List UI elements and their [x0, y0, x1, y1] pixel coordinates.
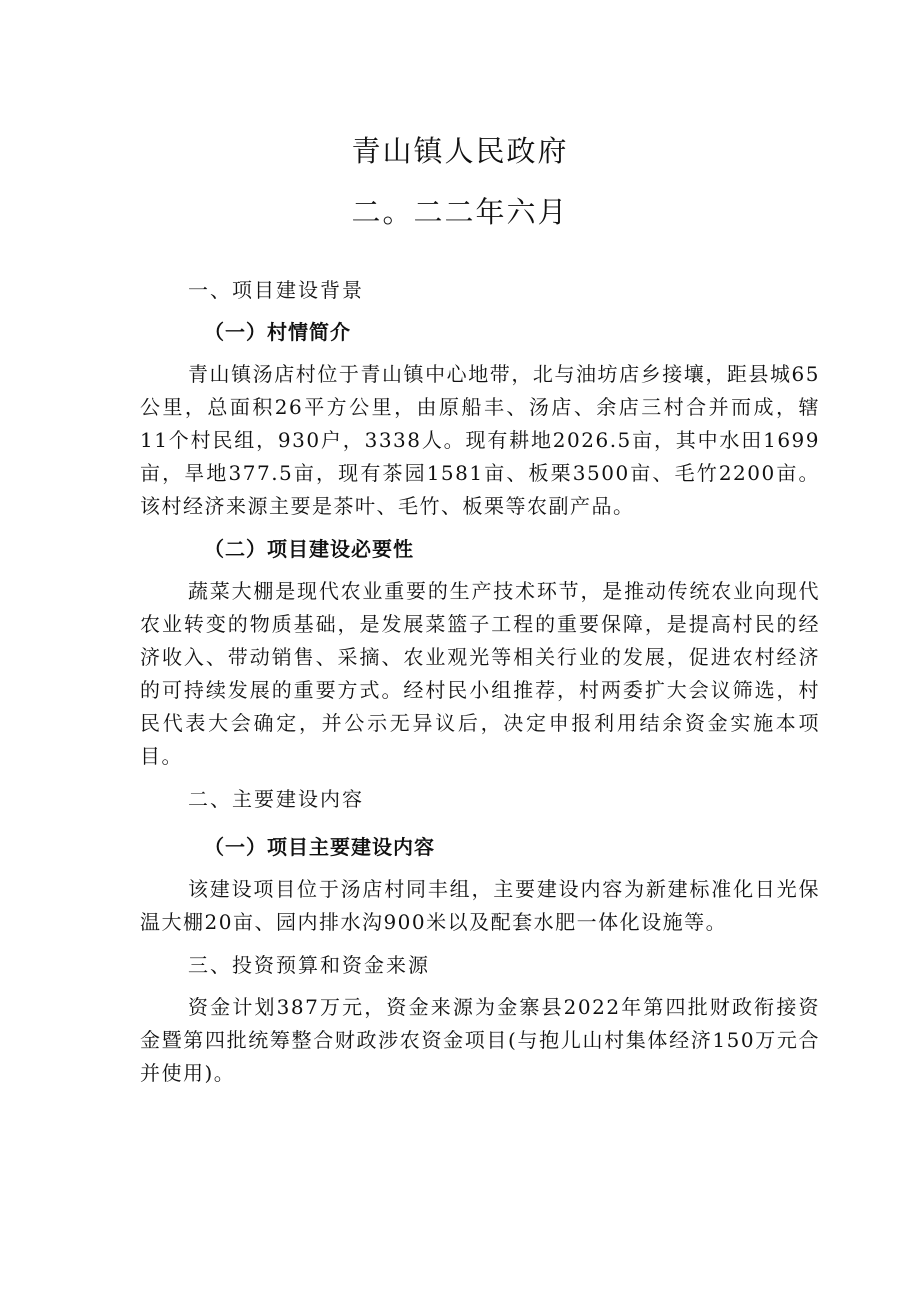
- paragraph-necessity: 蔬菜大棚是现代农业重要的生产技术环节，是推动传统农业向现代农业转变的物质基础，是发展菜篮子工程的重要保障，是提高村民的经济收入、带动销售、采摘、农业观光等相关行业的发展，促进农村经济的可持续发展的重要方式。经村民小组推荐，村两委扩大会议筛选，村民代表大会确定，并公示无异议后，决定申报利用结余资金实施本项目。: [140, 579, 820, 768]
- section-heading-background: 一、项目建设背景: [188, 278, 364, 302]
- subsection-heading-necessity: （二）项目建设必要性: [204, 537, 414, 561]
- subsection-heading-village-profile: （一）村情简介: [204, 320, 351, 344]
- document-body: [140, 274, 820, 1090]
- paragraph-construction-content: 该建设项目位于汤店村同丰组，主要建设内容为新建标准化日光保温大棚20亩、园内排水沟900米以及配套水肥一体化设施等。: [140, 877, 820, 934]
- section-heading-investment: 三、投资预算和资金来源: [188, 953, 430, 977]
- subsection-heading-construction-content: （一）项目主要建设内容: [204, 835, 435, 859]
- paragraph-village-profile: 青山镇汤店村位于青山镇中心地带，北与油坊店乡接壤，距县城65公里，总面积26平方公里，由原船丰、汤店、余店三村合并而成，辖11个村民组，930户，3338人。现有耕地2026.5亩，其中水田1699亩，旱地377.5亩，现有茶园1581亩、板栗3500亩、毛竹2200亩。该村经济来源主要是茶叶、毛竹、板栗等农副产品。: [140, 362, 820, 518]
- issuing-organization: 青山镇人民政府: [351, 134, 569, 168]
- section-heading-construction: 二、主要建设内容: [188, 787, 364, 811]
- issue-date: 二。二二年六月: [351, 195, 569, 229]
- paragraph-investment: 资金计划387万元，资金来源为金寨县2022年第四批财政衔接资金暨第四批统筹整合财政涉农资金项目(与抱儿山村集体经济150万元合并使用)。: [140, 995, 820, 1085]
